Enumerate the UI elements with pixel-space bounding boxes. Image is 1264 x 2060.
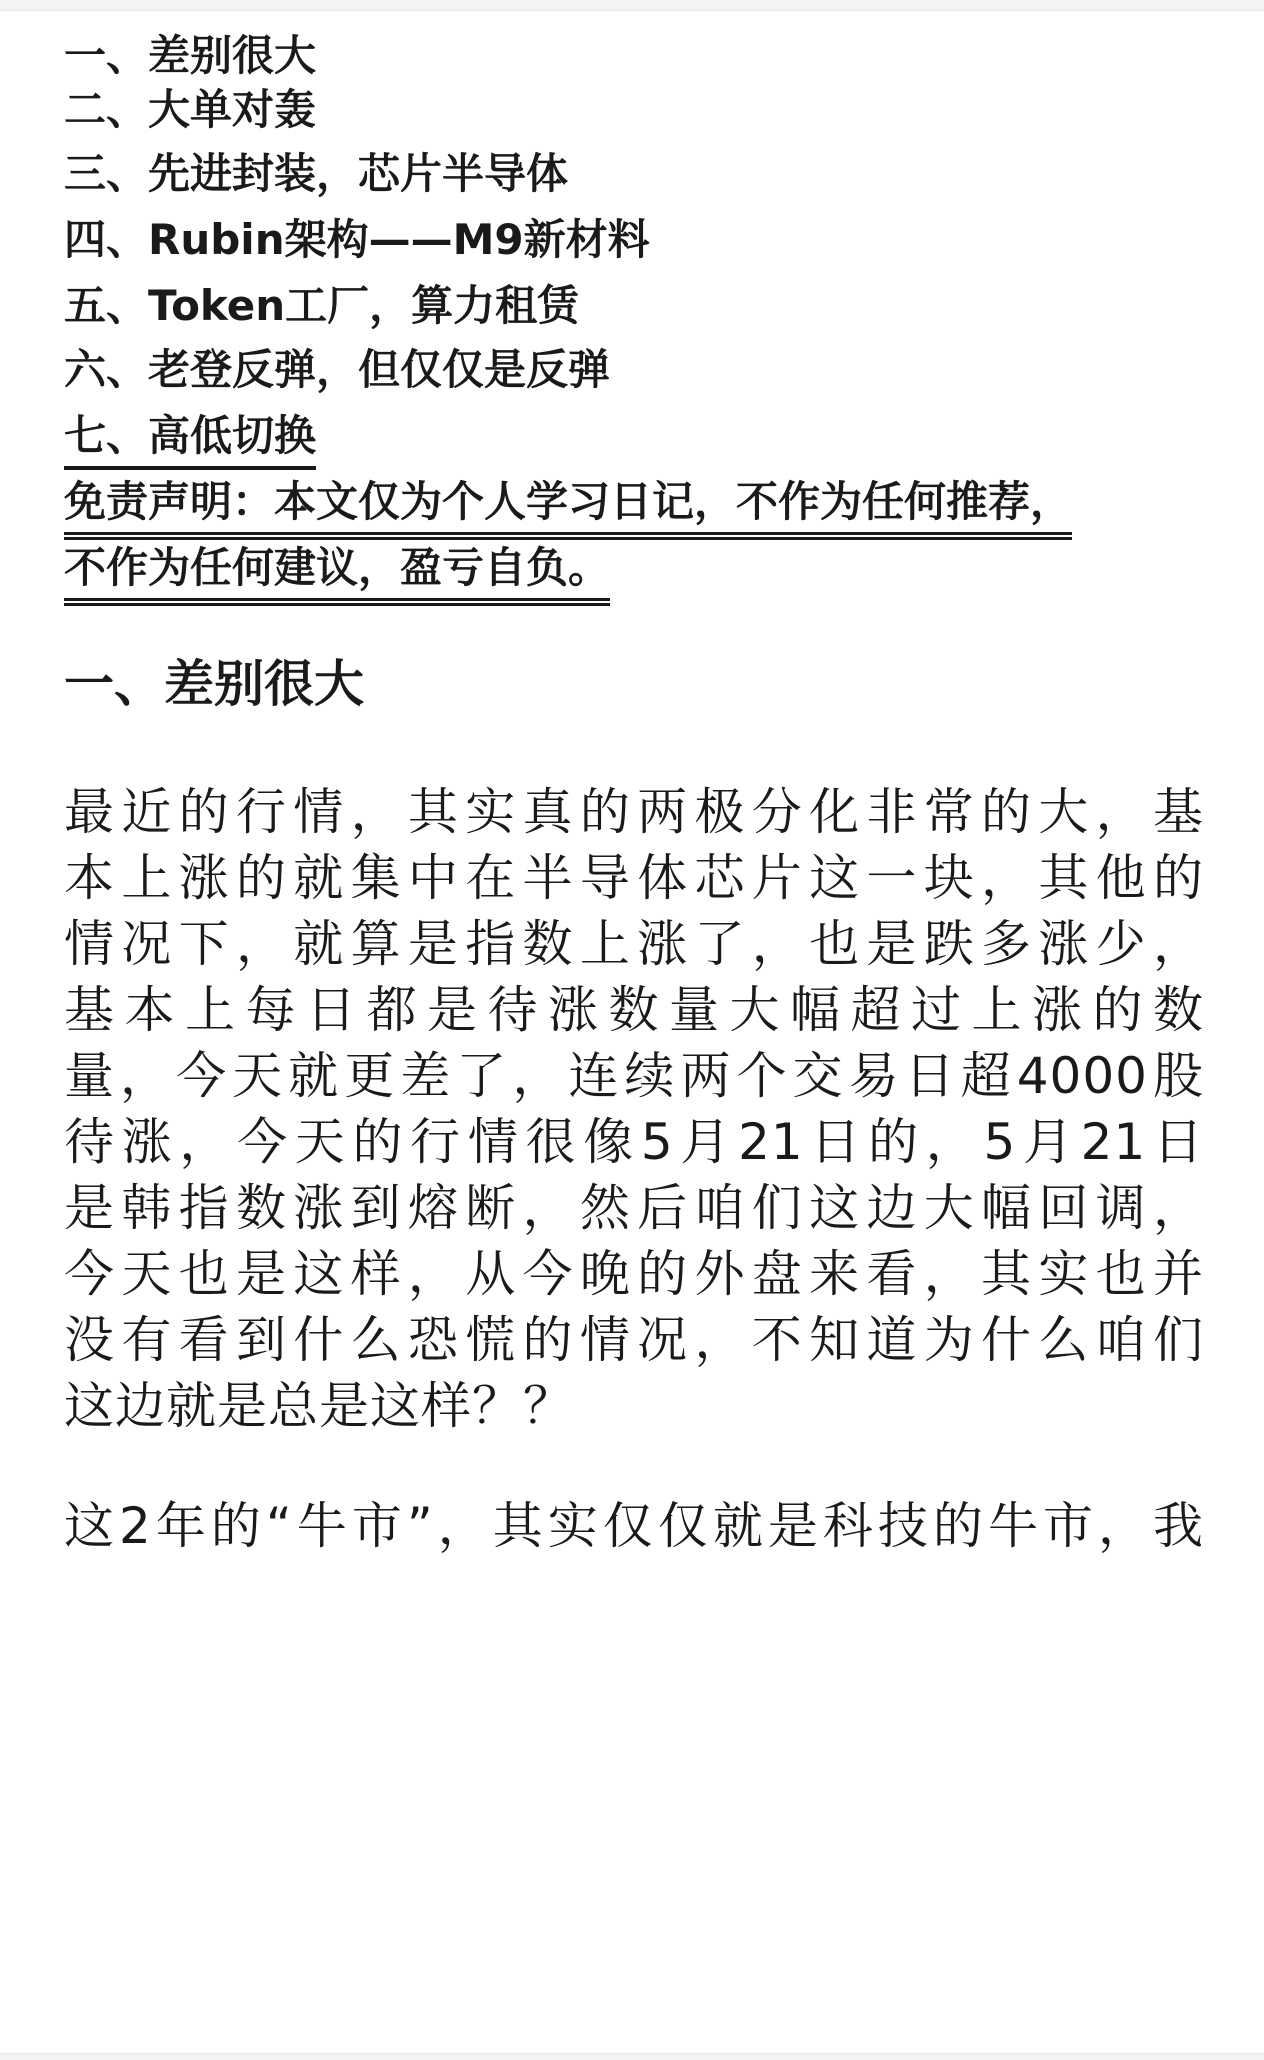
toc-item-2[interactable]: 二、大单对轰 — [64, 85, 317, 134]
paragraph-line: 基本上每日都是待涨数量大幅超过上涨的数 — [64, 981, 1204, 1039]
toc-item-5[interactable]: 五、Token工厂，算力租赁 — [64, 281, 580, 330]
paragraph-line: 今天也是这样，从今晚的外盘来看，其实也并 — [64, 1245, 1204, 1303]
paragraph-line: 本上涨的就集中在半导体芯片这一块，其他的 — [64, 849, 1204, 907]
disclaimer-line-1: 免责声明：本文仅为个人学习日记，不作为任何推荐， — [64, 474, 1072, 540]
toc-item-4[interactable]: 四、Rubin架构——M9新材料 — [64, 215, 650, 264]
toc-item-7[interactable]: 七、高低切换 — [64, 408, 316, 470]
toc-item-1[interactable]: 一、差别很大 — [64, 31, 317, 80]
bottom-divider — [0, 2053, 1264, 2060]
paragraph-line: 是韩指数涨到熔断，然后咱们这边大幅回调， — [64, 1179, 1204, 1237]
paragraph-line: 最近的行情，其实真的两极分化非常的大，基 — [64, 783, 1204, 841]
next-paragraph-line: 这2年的“牛市”，其实仅仅就是科技的牛市，我 — [64, 1497, 1204, 1555]
top-divider — [0, 0, 1264, 11]
toc-item-3[interactable]: 三、先进封装，芯片半导体 — [64, 149, 569, 198]
section-heading: 一、差别很大 — [64, 655, 364, 713]
toc-item-6[interactable]: 六、老登反弹，但仅仅是反弹 — [64, 345, 611, 394]
paragraph-line: 量，今天就更差了，连续两个交易日超4000股 — [64, 1047, 1204, 1105]
paragraph-line: 没有看到什么恐慌的情况，不知道为什么咱们 — [64, 1311, 1204, 1369]
paragraph-line: 这边就是总是这样？？ — [64, 1377, 574, 1435]
disclaimer-line-2: 不作为任何建议，盈亏自负。 — [64, 540, 610, 606]
paragraph-line: 待涨，今天的行情很像5月21日的，5月21日 — [64, 1113, 1204, 1171]
paragraph-line: 情况下，就算是指数上涨了，也是跌多涨少， — [64, 915, 1204, 973]
